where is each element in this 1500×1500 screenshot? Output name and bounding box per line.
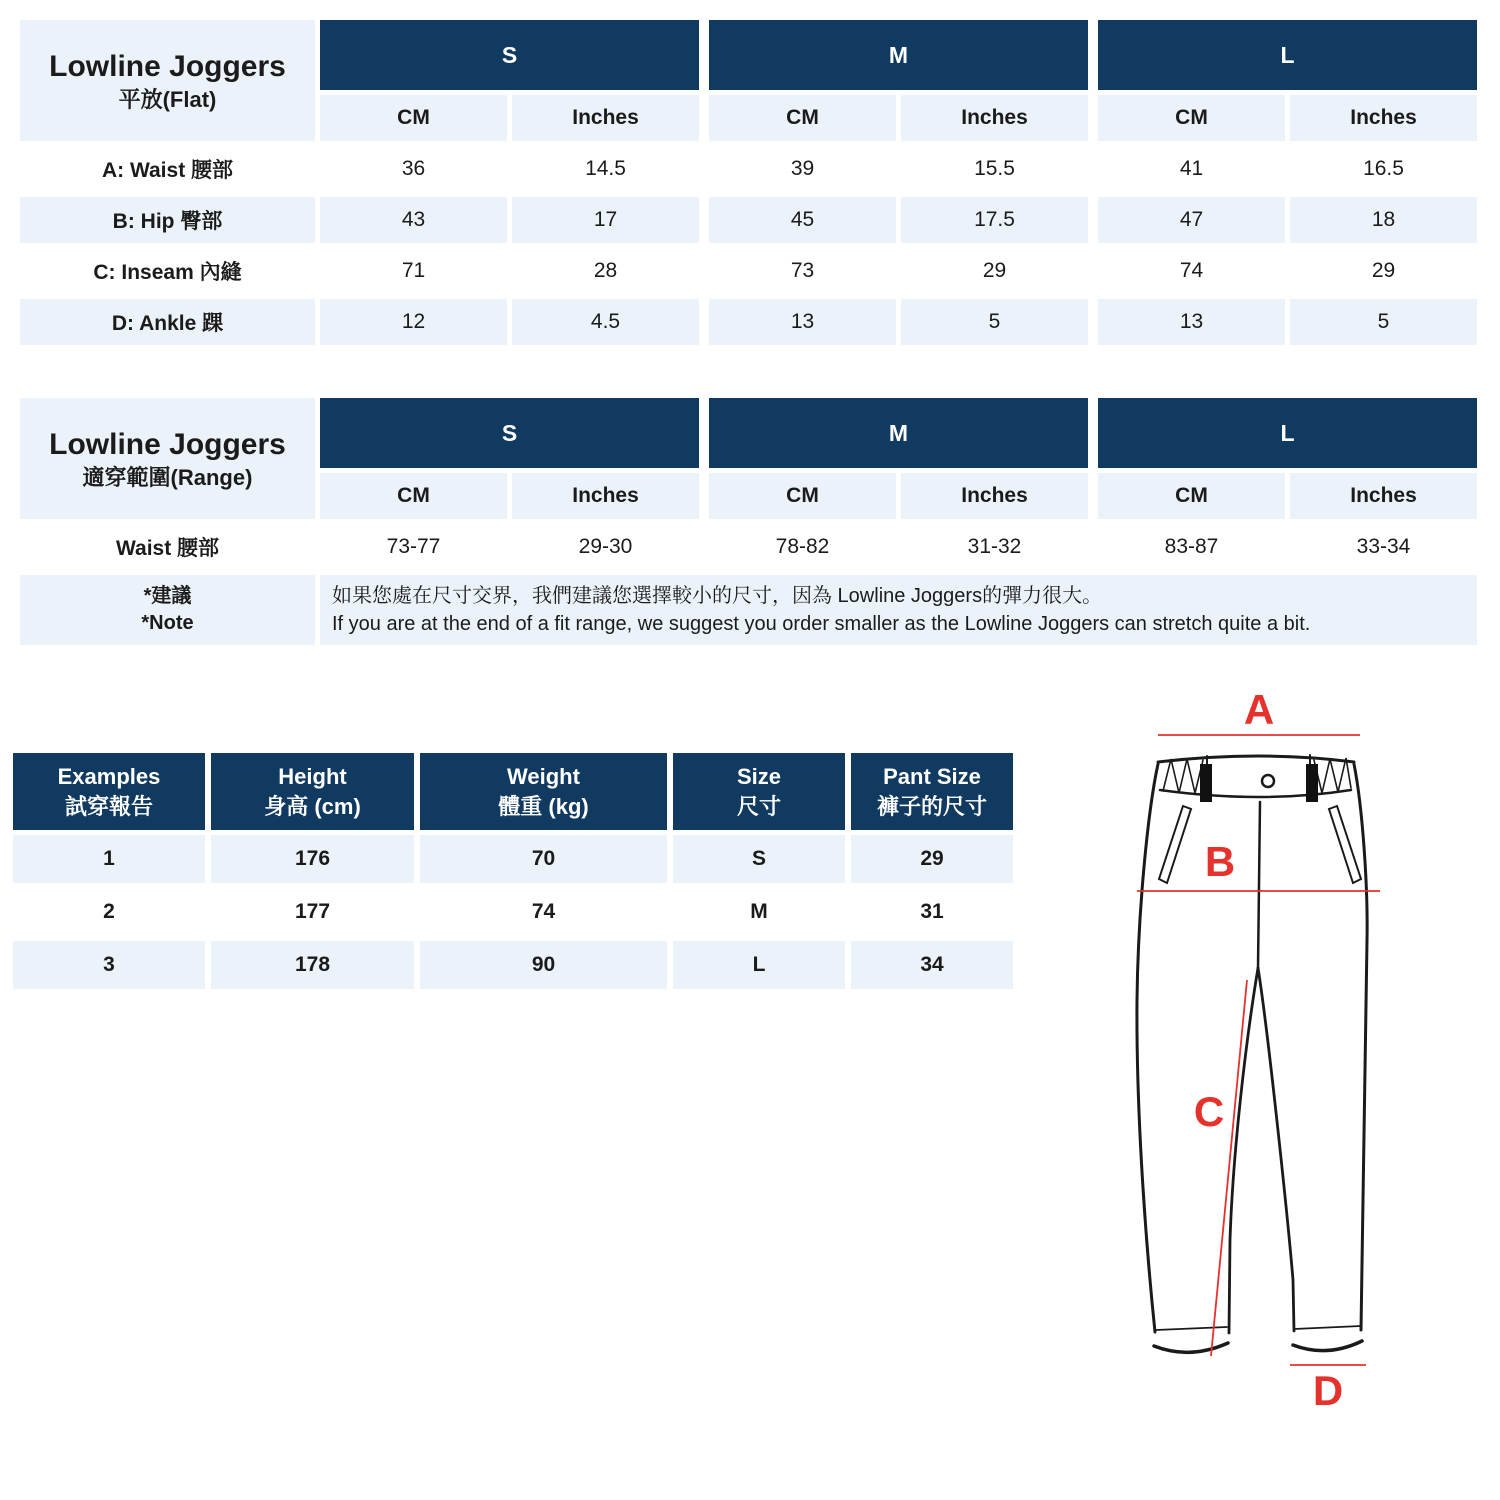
unit-header-cm: CM [709, 473, 896, 519]
weight-header [420, 753, 667, 830]
table-cell: 13 [709, 299, 896, 345]
table-cell: 17.5 [901, 197, 1088, 243]
pant-size-header [851, 753, 1013, 830]
belt-loop-right [1306, 764, 1318, 802]
unit-header-inches: Inches [1290, 473, 1477, 519]
table-cell: 15.5 [974, 157, 1015, 180]
size-header-s: S [320, 20, 699, 90]
range-table-subtitle: 適穿範圍(Range) [82, 464, 253, 490]
table-cell: 70 [420, 835, 667, 883]
header-en: Height [278, 764, 347, 790]
table-cell: 33-34 [1356, 535, 1411, 558]
table-cell: 177 [294, 900, 331, 923]
examples-header [13, 753, 205, 830]
table-cell: 29 [1371, 259, 1396, 282]
label-c-inseam: C [1193, 1088, 1225, 1135]
table-cell: 73-77 [386, 535, 441, 558]
note-label [20, 575, 315, 645]
note-text-zh: 如果您處在尺寸交界，我們建議您選擇較小的尺寸，因為 Lowline Joggers的彈力很大。 [332, 585, 1103, 607]
unit-header-cm: CM [320, 473, 507, 519]
table-cell: 2 [103, 900, 115, 923]
waist-button [1262, 775, 1274, 787]
elastic-hatch-left [1163, 759, 1203, 793]
note-text [320, 575, 1477, 645]
pocket-left [1159, 806, 1191, 883]
table-cell: 16.5 [1363, 157, 1404, 180]
table-cell: L [673, 941, 845, 989]
table-cell: 31-32 [967, 535, 1022, 558]
note-label-zh: *建議 [143, 585, 192, 607]
header-en: Size [736, 764, 782, 790]
unit-header-cm: CM [1098, 95, 1285, 141]
unit-header-cm: CM [320, 95, 507, 141]
range-table-title-cell [20, 398, 315, 519]
table-cell: 178 [211, 941, 414, 989]
size-header-l: L [1098, 20, 1477, 90]
table-cell: 5 [901, 299, 1088, 345]
table-cell: 36 [401, 157, 426, 180]
belt-loop-left [1200, 764, 1212, 802]
row-label-waist: A: Waist 腰部 [101, 159, 234, 182]
unit-header-cm: CM [1098, 473, 1285, 519]
flat-table-subtitle: 平放(Flat) [118, 86, 217, 112]
table-cell: 71 [401, 259, 426, 282]
table-cell: 13 [1098, 299, 1285, 345]
table-cell: 1 [13, 835, 205, 883]
table-cell: 17 [512, 197, 699, 243]
unit-header-inches: Inches [901, 95, 1088, 141]
unit-header-inches: Inches [901, 473, 1088, 519]
row-label-waist-range: Waist 腰部 [115, 537, 220, 560]
table-cell: 12 [320, 299, 507, 345]
table-cell: 3 [13, 941, 205, 989]
table-cell: 74 [1179, 259, 1204, 282]
row-label-hip: B: Hip 臀部 [20, 197, 315, 243]
header-en: Pant Size [883, 764, 981, 790]
table-cell: 4.5 [512, 299, 699, 345]
table-cell: 29 [982, 259, 1007, 282]
fit-range-table [20, 398, 1477, 645]
table-cell: 31 [920, 900, 944, 923]
size-header-l: L [1098, 398, 1477, 468]
table-cell: 74 [531, 900, 556, 923]
table-cell: M [750, 900, 768, 923]
note-text-en: If you are at the end of a fit range, we suggest you order smaller as the Lowline Joggers can stretch quite a bit. [332, 613, 1311, 635]
unit-header-inches: Inches [512, 473, 699, 519]
product-title: Lowline Joggers [49, 50, 286, 83]
table-cell: 14.5 [585, 157, 626, 180]
table-cell: 73 [790, 259, 815, 282]
row-label-ankle: D: Ankle 踝 [20, 299, 315, 345]
table-cell: 90 [420, 941, 667, 989]
table-cell: 34 [851, 941, 1013, 989]
header-zh: 身高 (cm) [264, 793, 361, 819]
size-header [673, 753, 845, 830]
table-cell: 45 [709, 197, 896, 243]
joggers-measurement-diagram [1090, 680, 1490, 1420]
label-b-hip: B [1204, 838, 1236, 885]
flat-table-title-cell [20, 20, 315, 141]
elastic-hatch-right [1314, 758, 1351, 793]
table-cell: 83-87 [1164, 535, 1219, 558]
header-zh: 褲子的尺寸 [876, 793, 987, 819]
table-cell: 176 [211, 835, 414, 883]
header-en: Weight [507, 764, 580, 790]
height-header [211, 753, 414, 830]
unit-header-cm: CM [709, 95, 896, 141]
pocket-right [1329, 806, 1361, 883]
flat-measurements-table [20, 20, 1477, 345]
label-d-ankle: D [1312, 1367, 1344, 1414]
product-title: Lowline Joggers [49, 428, 286, 461]
header-zh: 試穿報告 [64, 793, 153, 819]
size-header-m: M [709, 20, 1088, 90]
table-cell: 18 [1290, 197, 1477, 243]
note-label-en: *Note [141, 612, 194, 634]
fit-examples-table [13, 753, 1013, 989]
table-cell: 5 [1290, 299, 1477, 345]
header-zh: 尺寸 [736, 793, 781, 819]
unit-header-inches: Inches [1290, 95, 1477, 141]
table-cell: 78-82 [775, 535, 830, 558]
table-cell: 41 [1179, 157, 1204, 180]
table-cell: 43 [320, 197, 507, 243]
label-a-waist: A [1243, 686, 1275, 733]
table-cell: 29-30 [578, 535, 633, 558]
header-en: Examples [57, 764, 161, 790]
table-cell: 39 [790, 157, 815, 180]
table-cell: 29 [851, 835, 1013, 883]
size-header-m: M [709, 398, 1088, 468]
table-cell: 47 [1098, 197, 1285, 243]
size-header-s: S [320, 398, 699, 468]
table-cell: 28 [593, 259, 618, 282]
header-zh: 體重 (kg) [498, 793, 589, 819]
row-label-inseam: C: Inseam 內縫 [93, 261, 242, 284]
unit-header-inches: Inches [512, 95, 699, 141]
table-cell: S [673, 835, 845, 883]
